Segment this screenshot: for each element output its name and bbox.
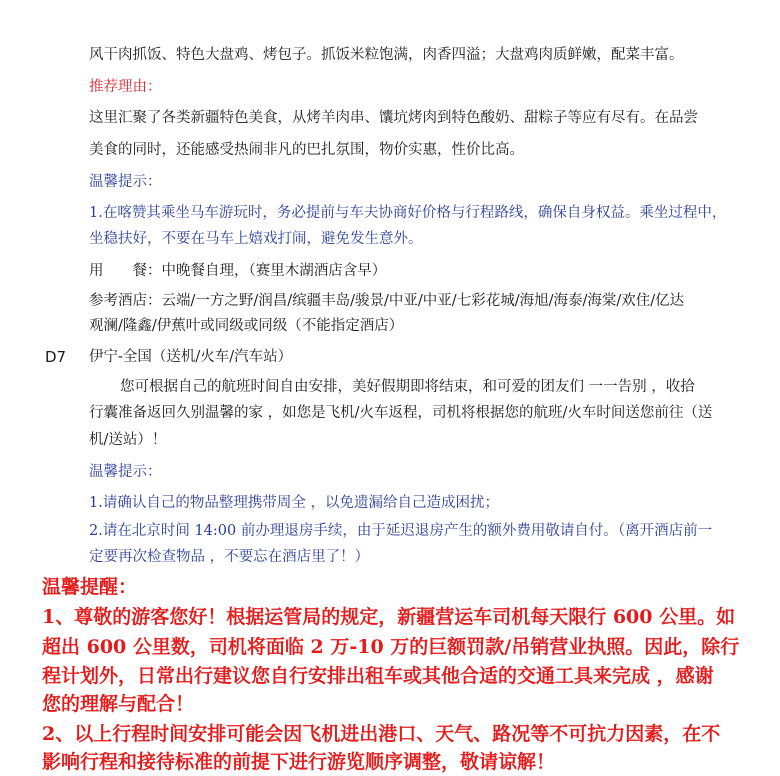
notice-title: 温馨提醒： <box>42 576 138 598</box>
meal-info: 用 餐：中晚餐自理，（赛里木湖酒店含早） <box>89 263 387 279</box>
reason-text-line: 这里汇聚了各类新疆特色美食，从烤羊肉串、馕坑烤肉到特色酸奶、甜粽子等应有尽有。在品尝 <box>89 110 698 126</box>
day-description-line: 您可根据自己的航班时间自由安排，美好假期即将结束，和可爱的团友们 一一告别 ，收拾 <box>120 379 695 395</box>
notice-line: 影响行程和接待标准的前提下进行游览顺序调整，敬请谅解！ <box>42 751 556 773</box>
food-description: 风干肉抓饭、特色大盘鸡、烤包子。抓饭米粒饱满，肉香四溢；大盘鸡肉质鲜嫩，配菜丰富。 <box>89 47 684 63</box>
notice-line: 您的理解与配合！ <box>42 693 195 715</box>
day-description-line: 机/送站）！ <box>89 432 167 448</box>
hotel-info-line: 观澜/隆鑫/伊蕉叶或同级或同级（不能指定酒店） <box>89 318 404 334</box>
hotel-info-line: 参考酒店：云端/一方之野/润昌/缤疆丰岛/骏景/中亚/中亚/七彩花城/海旭/海泰/海棠/欢住/亿达 <box>89 293 685 309</box>
day-tip-line: 定要再次检查物品 ，不要忘在酒店里了！） <box>89 549 370 565</box>
day-tip-label: 温馨提示： <box>89 464 162 480</box>
tip-text-line: 1.在喀赞其乘坐马车游玩时，务必提前与车夫协商好价格与行程路线，确保自身权益。乘坐过程中， <box>89 205 727 221</box>
tip-label: 温馨提示： <box>89 174 162 190</box>
notice-line: 程计划外，日常出行建议您自行安排出租车或其他合适的交通工具来完成 ，感谢 <box>42 665 714 687</box>
day-route: 伊宁-全国（送机/火车/汽车站） <box>89 349 293 365</box>
reason-label: 推荐理由： <box>89 79 162 95</box>
day-tip-line: 1.请确认自己的物品整理携带周全 ，以免遗漏给自己造成困扰； <box>89 495 499 511</box>
day-label: D7 <box>45 348 67 366</box>
notice-line: 超出 600 公里数，司机将面临 2 万-10 万的巨额罚款/吊销营业执照。因此，除行 <box>42 636 740 658</box>
notice-line: 1、尊敬的游客您好！根据运管局的规定，新疆营运车司机每天限行 600 公里。如 <box>42 606 736 628</box>
reason-text-line: 美食的同时，还能感受热闹非凡的巴扎氛围，物价实惠，性价比高。 <box>89 142 524 158</box>
tip-text-line: 坐稳扶好，不要在马车上嬉戏打闹，避免发生意外。 <box>89 231 423 247</box>
notice-line: 2、以上行程时间安排可能会因飞机进出港口、天气、路况等不可抗力因素，在不 <box>42 723 721 745</box>
day-tip-line: 2.请在北京时间 14:00 前办理退房手续，由于延迟退房产生的额外费用敬请自付。（离开酒店前一 <box>89 523 713 539</box>
day-description-line: 行囊准备返回久别温馨的家 ，如您是飞机/火车返程，司机将根据您的航班/火车时间送您前往（送 <box>89 405 713 421</box>
